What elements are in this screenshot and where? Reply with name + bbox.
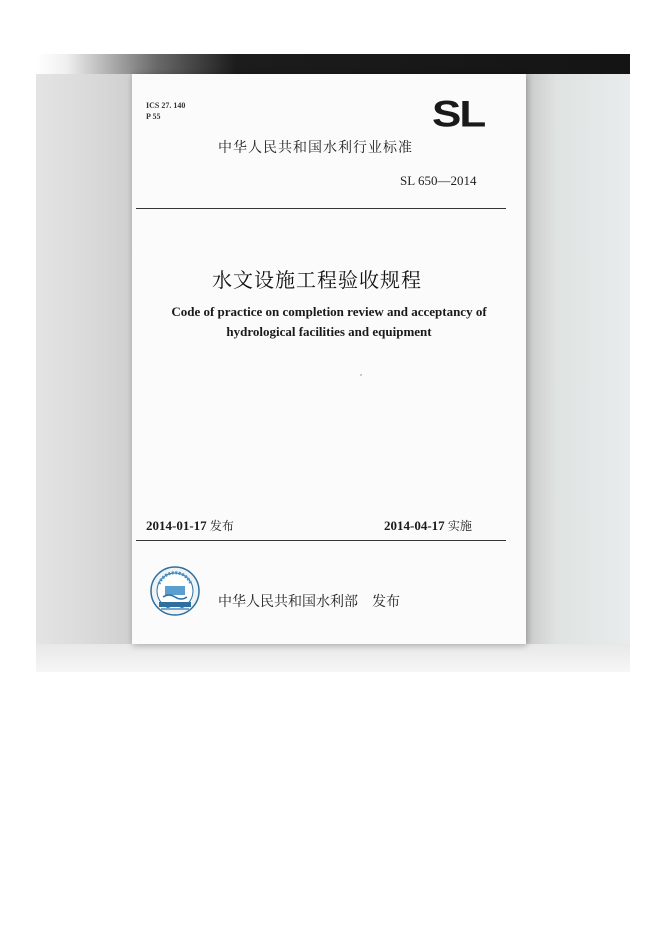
title-english-line-1: Code of practice on completion review and acceptancy of bbox=[171, 304, 487, 319]
publisher: 中华人民共和国水利部 发布 bbox=[218, 594, 400, 610]
industry-standard-title: 中华人民共和国水利行业标准 bbox=[218, 140, 413, 156]
publisher-seal-icon bbox=[150, 566, 200, 616]
title-english bbox=[132, 302, 526, 342]
scan-top-edge bbox=[36, 54, 630, 74]
implementation-date-line bbox=[384, 517, 472, 534]
standard-cover-page bbox=[132, 74, 526, 644]
top-divider bbox=[136, 208, 506, 209]
standard-number: SL 650—2014 bbox=[400, 173, 477, 188]
scan-left-background bbox=[36, 74, 132, 644]
ccs-code: P 55 bbox=[146, 112, 161, 121]
issue-date: 2014-01-17 bbox=[146, 518, 207, 533]
ics-code: ICS 27. 140 bbox=[146, 101, 186, 110]
scan-right-background bbox=[526, 74, 630, 644]
issue-label: 发布 bbox=[209, 519, 234, 533]
sl-logo: SL bbox=[432, 93, 485, 136]
bottom-divider bbox=[136, 540, 506, 541]
scanned-cover-photo bbox=[36, 54, 630, 672]
title-chinese: 水文设施工程验收规程 bbox=[212, 268, 422, 292]
scan-bottom-background bbox=[36, 644, 630, 672]
speck bbox=[360, 374, 362, 376]
implementation-date: 2014-04-17 bbox=[384, 518, 445, 533]
classification-codes bbox=[146, 100, 185, 122]
title-english-line-2: hydrological facilities and equipment bbox=[226, 324, 432, 339]
issue-date-line bbox=[146, 517, 234, 534]
implementation-label: 实施 bbox=[447, 519, 472, 533]
